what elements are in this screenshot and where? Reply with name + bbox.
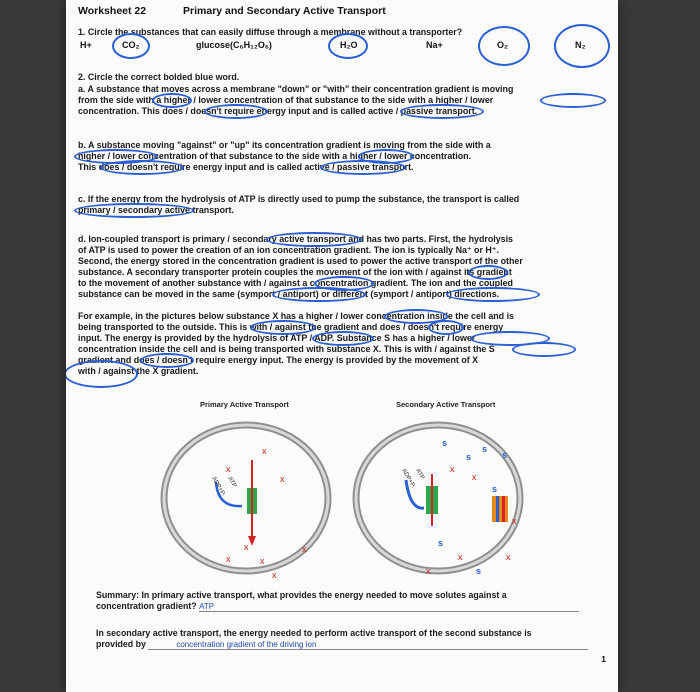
summary-line-4 xyxy=(96,639,596,650)
q2b-circle-active xyxy=(320,160,406,175)
q2c-line-1: c. If the energy from the hydrolysis of ATP is directly used to pump the substance, the transport is called xyxy=(78,194,520,204)
worksheet-page xyxy=(66,0,618,692)
summary-question-2-end: provided by xyxy=(96,639,146,649)
summary-section xyxy=(96,590,596,650)
q2c-line-2: primary / secondary active transport. xyxy=(78,205,234,215)
x-molecule: x xyxy=(302,544,307,554)
transport-figures xyxy=(66,400,618,590)
worksheet-number: Worksheet 22 xyxy=(78,5,147,17)
example-line-5: gradient and does / doesn't require energy input. The energy is provided by the movement of X xyxy=(78,355,479,365)
q2b-line-3: This does / doesn't require energy input and is called active / passive transport. xyxy=(78,162,414,172)
s-molecule: s xyxy=(502,450,508,460)
q2a-line-1: a. A substance that moves across a membrane "down" or "with" their concentration gradient is moving xyxy=(78,84,514,94)
q2b-line-1: b. A substance moving "against" or "up" its concentration gradient is moving from the side with a xyxy=(78,140,491,150)
substance-glucose[interactable]: glucose(C₆H₁₂O₆) xyxy=(196,40,272,50)
secondary-figure-label: Secondary Active Transport xyxy=(396,400,496,409)
q2c-circle-primary xyxy=(74,203,194,218)
x-molecule: x xyxy=(512,516,517,526)
x-molecule: x xyxy=(244,542,249,552)
substance-o2[interactable]: O₂ xyxy=(497,40,508,50)
page-number: 1 xyxy=(601,654,606,664)
s-molecule: s xyxy=(492,484,498,494)
q2d-line-1: d. Ion-coupled transport is primary / secondary active transport and has two parts. First, the hydrolysis xyxy=(78,234,513,244)
substance-h-plus[interactable]: H+ xyxy=(80,40,92,50)
ex-circle-doesnt xyxy=(140,353,194,368)
q2a-circle-passive xyxy=(400,104,484,119)
q2d-circle-with xyxy=(468,265,508,280)
s-molecule: s xyxy=(438,538,444,548)
q2d-line-2: of ATP is used to power the creation of an ion concentration gradient. The ion is typically Na⁺ or H⁺. xyxy=(78,245,499,255)
summary-question-1: Summary: In primary active transport, what provides the energy needed to move solutes against a xyxy=(96,590,507,600)
x-molecule: x xyxy=(226,464,231,474)
q1-circle-h2o xyxy=(328,33,368,59)
summary-answer-2-field[interactable] xyxy=(148,639,588,650)
x-arrow-head xyxy=(248,536,256,546)
q2a-line-3: concentration. This does / doesn't require energy input and is called active / passive transport. xyxy=(78,106,478,116)
x-molecule: x xyxy=(272,570,277,580)
s-molecule: s xyxy=(466,452,472,462)
s-molecule: s xyxy=(442,438,448,448)
q2d-circle-secondary xyxy=(266,232,362,247)
q2b-circle-does xyxy=(100,160,184,175)
x-molecule: x xyxy=(280,474,285,484)
header xyxy=(78,5,386,17)
ex-circle-atp xyxy=(312,331,374,346)
substance-co2[interactable]: CO₂ xyxy=(122,40,140,50)
summary-answer-1: ATP xyxy=(199,602,215,611)
q2a-circle-lower xyxy=(540,93,606,108)
secondary-cell xyxy=(356,425,520,576)
page-title: Primary and Secondary Active Transport xyxy=(183,5,386,17)
primary-cell xyxy=(164,425,328,580)
q2d-line-3: Second, the energy stored in the concentration gradient is used to power the active transport of the other xyxy=(78,256,523,266)
q2a-line-2: from the side with a higher / lower concentration of that substance to the side with a higher / lower xyxy=(78,95,494,105)
substance-na-plus[interactable]: Na+ xyxy=(426,40,443,50)
q2d-circle-antiport xyxy=(446,287,540,302)
secondary-adp-text: ADP+Pᵢ xyxy=(400,468,416,490)
x-molecule: x xyxy=(426,566,431,576)
example-line-4: concentration inside the cell and is being transported with substance X. This is with / against the S xyxy=(78,344,495,354)
q2a-circle-higher xyxy=(152,93,192,108)
q2d-circle-symport xyxy=(272,287,366,302)
x-molecule: x xyxy=(472,472,477,482)
symporter-channel-s xyxy=(496,496,499,522)
ex-circle-against-s xyxy=(512,342,576,357)
s-molecule: s xyxy=(482,444,488,454)
example-line-3: input. The energy is provided by the hydrolysis of ATP / ADP. Substance S has a higher / lower xyxy=(78,333,476,343)
ex-circle-does xyxy=(428,320,464,335)
q2b-line-2: higher / lower concentration of that substance to the side with a higher / lower concentration. xyxy=(78,151,472,161)
example-line-2: being transported to the outside. This is with / against the gradient and does / doesn't require energy xyxy=(78,322,504,332)
q2-prompt: 2. Circle the correct bolded blue word. xyxy=(78,72,240,82)
secondary-atp-text: ATP xyxy=(414,468,426,481)
primary-figure-label: Primary Active Transport xyxy=(200,400,289,409)
x-molecule: x xyxy=(262,446,267,456)
primary-atp-text: ATP xyxy=(226,476,238,489)
q1-circle-n2 xyxy=(554,24,610,68)
summary-question-1-end: concentration gradient? xyxy=(96,601,197,611)
symporter-channel-x xyxy=(502,496,505,522)
cell-diagrams xyxy=(66,400,618,590)
x-molecule: x xyxy=(458,552,463,562)
substance-n2[interactable]: N₂ xyxy=(575,40,586,50)
example-line-1: For example, in the pictures below substance X has a higher / lower concentration inside the cell and is xyxy=(78,311,514,321)
q2d-line-5: to the movement of another substance with / against a concentration gradient. The ion and the coupled xyxy=(78,278,513,288)
ex-circle-with xyxy=(66,360,138,388)
summary-answer-2: concentration gradient of the driving ion xyxy=(176,640,317,649)
primary-adp-text: ADP+Pᵢ xyxy=(210,476,226,498)
example-line-6: with / against the X gradient. xyxy=(78,366,199,376)
summary-line-2 xyxy=(96,601,596,612)
symporter xyxy=(492,496,508,522)
ex-circle-against xyxy=(250,320,316,335)
q2a-circle-doesnt xyxy=(204,104,268,119)
x-molecule: x xyxy=(450,464,455,474)
substance-h2o[interactable]: H₂O xyxy=(340,40,358,50)
q2d-line-6: substance can be moved in the same (symport / antiport) or different (symport / antiport) directions. xyxy=(78,289,500,299)
q1-circle-co2 xyxy=(112,33,150,59)
q1-circle-o2 xyxy=(478,26,530,66)
s-molecule: s xyxy=(476,566,482,576)
q2d-line-4: substance. A secondary transporter protein couples the movement of the ion with / against its gradient xyxy=(78,267,512,277)
x-molecule: x xyxy=(260,556,265,566)
summary-answer-1-field[interactable] xyxy=(199,601,579,612)
x-molecule: x xyxy=(506,552,511,562)
summary-question-2: In secondary active transport, the energy needed to perform active transport of the second substance is xyxy=(96,628,532,638)
q1-prompt: 1. Circle the substances that can easily diffuse through a membrane without a transporter? xyxy=(78,27,463,37)
x-molecule: x xyxy=(226,554,231,564)
